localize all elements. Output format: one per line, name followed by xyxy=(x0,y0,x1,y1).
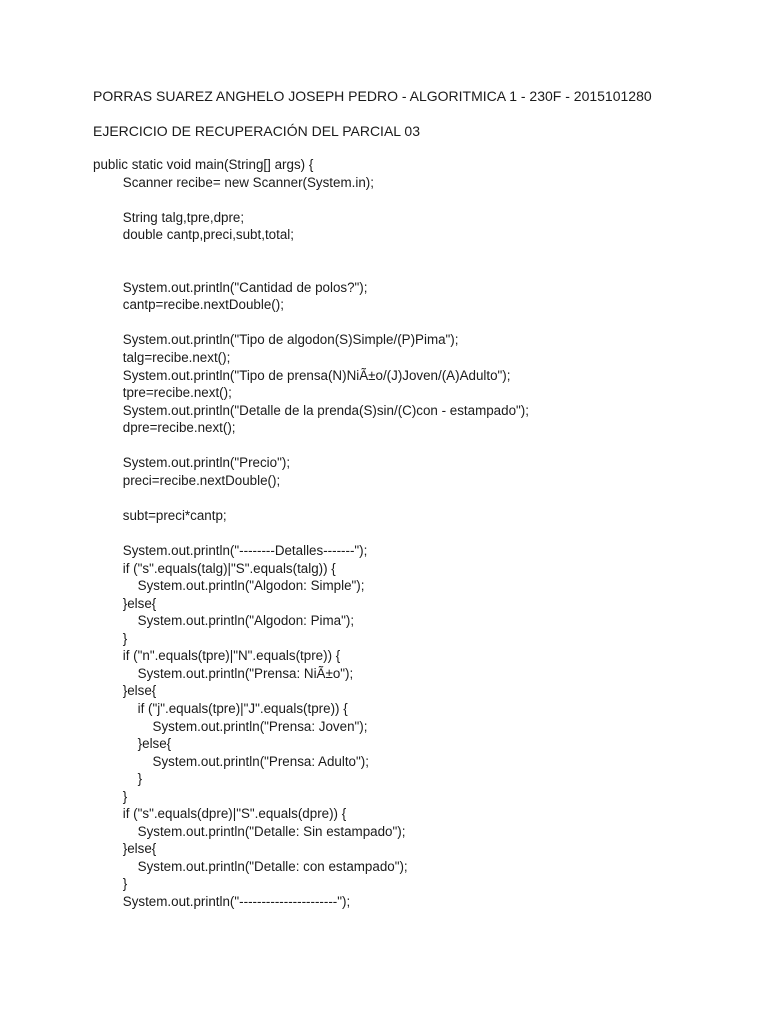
code-line: Scanner recibe= new Scanner(System.in); xyxy=(93,174,374,190)
code-line xyxy=(93,437,753,455)
code-line: public static void main(String[] args) { xyxy=(93,157,314,172)
code-line: System.out.println("Tipo de prensa(N)NiÃ±o/(J)Joven/(A)Adulto"); xyxy=(93,367,511,383)
code-line: dpre=recibe.next(); xyxy=(93,420,236,436)
code-line: System.out.println("Detalle de la prenda(S)sin/(C)con - estampado"); xyxy=(93,402,529,418)
code-line: } xyxy=(93,771,143,787)
code-line: talg=recibe.next(); xyxy=(93,350,231,366)
code-block xyxy=(93,156,753,911)
code-line: if ("j".equals(tpre)|"J".equals(tpre)) { xyxy=(93,700,348,716)
code-line: System.out.println("----------------------"); xyxy=(93,893,351,909)
code-line xyxy=(93,489,753,507)
code-line xyxy=(93,191,753,209)
code-line: cantp=recibe.nextDouble(); xyxy=(93,297,284,313)
code-line: System.out.println("Algodon: Pima"); xyxy=(93,613,355,629)
code-line: System.out.println("Precio"); xyxy=(93,455,291,471)
exercise-heading: EJERCICIO DE RECUPERACIÓN DEL PARCIAL 03 xyxy=(93,123,421,139)
code-line: if ("n".equals(tpre)|"N".equals(tpre)) { xyxy=(93,648,341,664)
code-line xyxy=(93,524,753,542)
code-line: preci=recibe.nextDouble(); xyxy=(93,472,281,488)
code-line: }else{ xyxy=(93,595,157,611)
document-title: PORRAS SUAREZ ANGHELO JOSEPH PEDRO - ALGORITMICA 1 - 230F - 2015101280 xyxy=(93,88,652,104)
code-line: if ("s".equals(dpre)|"S".equals(dpre)) { xyxy=(93,806,347,822)
code-line: System.out.println("Tipo de algodon(S)Simple/(P)Pima"); xyxy=(93,332,459,348)
code-line: } xyxy=(93,876,128,892)
code-line: }else{ xyxy=(93,841,157,857)
code-line: System.out.println("Detalle: Sin estampado"); xyxy=(93,823,406,839)
code-line xyxy=(93,314,753,332)
code-line: System.out.println("Cantidad de polos?"); xyxy=(93,279,368,295)
code-line xyxy=(93,261,753,279)
code-line: }else{ xyxy=(93,736,172,752)
code-line: System.out.println("Detalle: con estampado"); xyxy=(93,858,408,874)
code-line: System.out.println("Prensa: Adulto"); xyxy=(93,753,369,769)
code-line: System.out.println("--------Detalles-------"); xyxy=(93,543,368,559)
code-line: double cantp,preci,subt,total; xyxy=(93,227,294,243)
code-line: System.out.println("Algodon: Simple"); xyxy=(93,578,365,594)
code-line: System.out.println("Prensa: Joven"); xyxy=(93,718,368,734)
code-line: tpre=recibe.next(); xyxy=(93,385,232,401)
code-line: } xyxy=(93,630,128,646)
code-line: subt=preci*cantp; xyxy=(93,507,227,523)
code-line: } xyxy=(93,788,128,804)
code-line: System.out.println("Prensa: NiÃ±o"); xyxy=(93,665,354,681)
code-line: }else{ xyxy=(93,683,157,699)
code-line: if ("s".equals(talg)|"S".equals(talg)) { xyxy=(93,560,336,576)
code-line xyxy=(93,244,753,262)
code-line: String talg,tpre,dpre; xyxy=(93,209,245,225)
